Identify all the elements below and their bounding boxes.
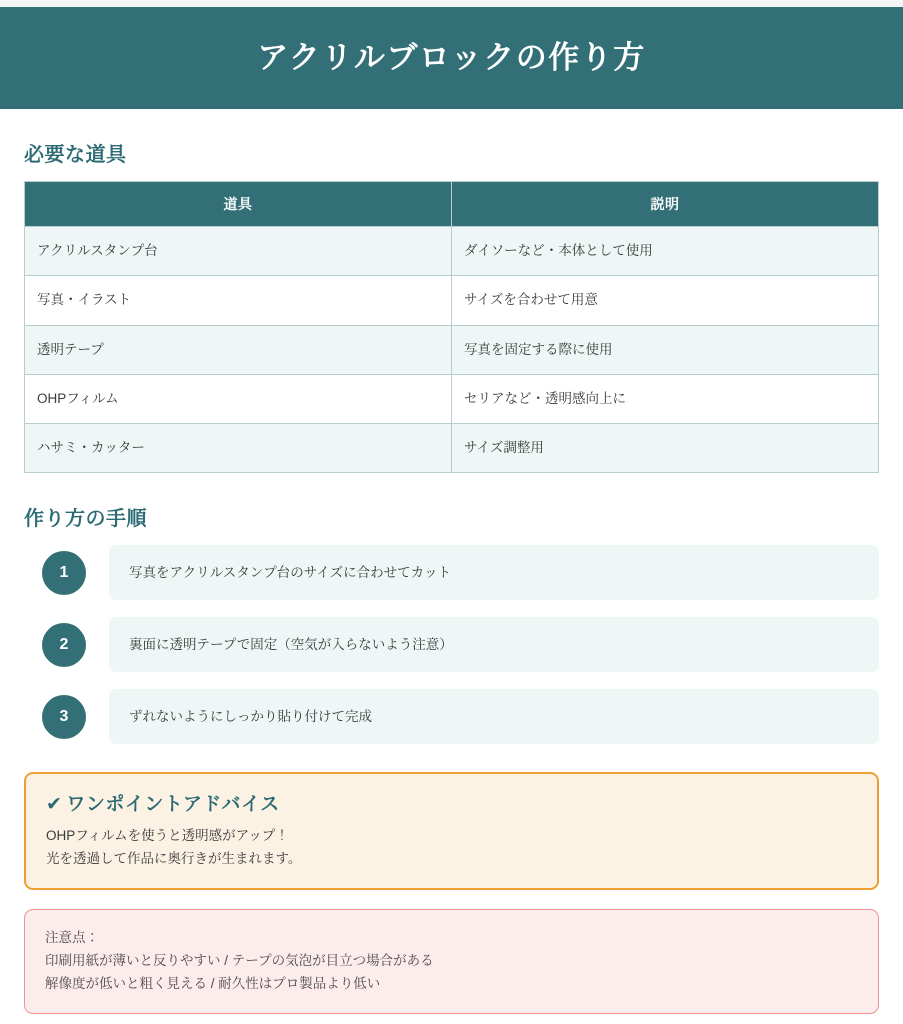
table-row bbox=[25, 424, 879, 473]
top-strip bbox=[0, 0, 903, 7]
table-header-row bbox=[25, 182, 879, 227]
cell-description: ダイソーなど・本体として使用 bbox=[452, 227, 879, 276]
tools-table-head bbox=[25, 182, 879, 227]
advice-line: 光を透過して作品に奥行きが生まれます。 bbox=[46, 850, 302, 866]
advice-line: OHPフィルムを使うと透明感がアップ！ bbox=[46, 828, 289, 844]
cell-description: セリアなど・透明感向上に bbox=[452, 374, 879, 423]
table-row bbox=[25, 325, 879, 374]
step-text: 裏面に透明テープで固定（空気が入らないよう注意） bbox=[109, 617, 879, 672]
tools-table-body bbox=[25, 227, 879, 473]
column-header-tool: 道具 bbox=[25, 182, 452, 227]
step-number-badge: 3 bbox=[42, 695, 86, 739]
step-item bbox=[24, 545, 879, 600]
step-text: ずれないようにしっかり貼り付けて完成 bbox=[109, 689, 879, 744]
step-item bbox=[24, 689, 879, 744]
table-row bbox=[25, 374, 879, 423]
cell-tool: 写真・イラスト bbox=[25, 276, 452, 325]
table-row bbox=[25, 227, 879, 276]
tools-table bbox=[24, 181, 879, 473]
step-item bbox=[24, 617, 879, 672]
warning-line: 印刷用紙が薄いと反りやすい / テープの気泡が目立つ場合がある bbox=[45, 953, 434, 968]
step-text: 写真をアクリルスタンプ台のサイズに合わせてカット bbox=[109, 545, 879, 600]
cell-tool: 透明テープ bbox=[25, 325, 452, 374]
cell-description: サイズを合わせて用意 bbox=[452, 276, 879, 325]
cell-tool: ハサミ・カッター bbox=[25, 424, 452, 473]
advice-title-text: ワンポイントアドバイス bbox=[66, 794, 280, 816]
steps-list bbox=[24, 545, 879, 744]
page-title: アクリルブロックの作り方 bbox=[257, 40, 646, 76]
cell-tool: OHPフィルム bbox=[25, 374, 452, 423]
check-icon: ✔ bbox=[46, 794, 63, 816]
advice-title bbox=[46, 789, 857, 816]
warning-line: 解像度が低いと粗く見える / 耐久性はプロ製品より低い bbox=[45, 976, 381, 992]
cell-description: 写真を固定する際に使用 bbox=[452, 325, 879, 374]
table-row bbox=[25, 276, 879, 325]
warning-callout bbox=[24, 909, 879, 1015]
content-area bbox=[0, 138, 903, 1014]
column-header-description: 説明 bbox=[452, 182, 879, 227]
cell-description: サイズ調整用 bbox=[452, 424, 879, 473]
steps-section-heading: 作り方の手順 bbox=[24, 508, 147, 531]
warning-line: 注意点： bbox=[45, 929, 99, 945]
step-number-badge: 2 bbox=[42, 623, 86, 667]
step-number-badge: 1 bbox=[42, 551, 86, 595]
cell-tool: アクリルスタンプ台 bbox=[25, 227, 452, 276]
header-banner bbox=[0, 7, 903, 109]
advice-callout bbox=[24, 772, 879, 890]
tools-section-heading: 必要な道具 bbox=[24, 144, 127, 166]
